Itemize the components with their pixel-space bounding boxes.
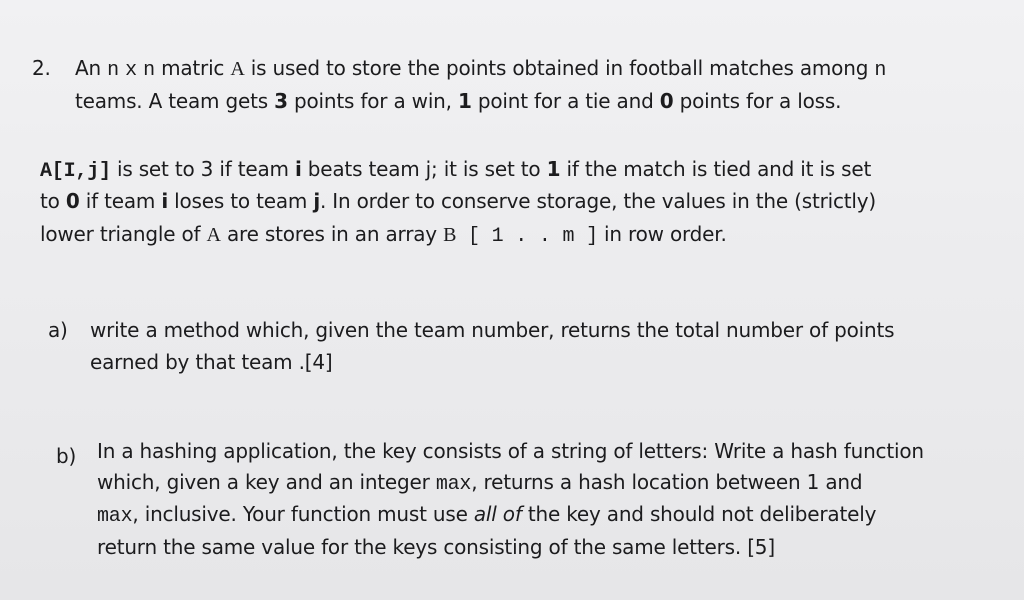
rule-line-1: [40, 157, 871, 184]
question-number: 2.: [32, 56, 51, 80]
rule-text: in row order.: [597, 222, 727, 246]
matrix-expression: A[I,j]: [40, 160, 111, 183]
rule-text: are stores in an array: [220, 222, 444, 246]
part-b-text: , returns a hash location between 1 and: [471, 470, 863, 494]
emphasis-all-of: all of: [473, 502, 522, 526]
intro-text: is used to store the points obtained in football matches among: [244, 56, 875, 80]
part-a-line-1: write a method which, given the team number, returns the total number of points: [90, 318, 895, 342]
var-max: max: [435, 473, 472, 496]
intro-line-1: [75, 56, 886, 83]
intro-line-2: [75, 89, 841, 113]
rule-text: is set to 3 if team: [110, 157, 295, 181]
points-win: 3: [274, 89, 288, 113]
var-n: n: [143, 59, 155, 82]
part-b-text: , inclusive. Your function must use: [132, 502, 474, 526]
points-loss: 0: [659, 89, 674, 113]
rule-text: loses to team: [167, 189, 314, 213]
part-b-line-1: In a hashing application, the key consists of a string of letters: Write a hash function: [97, 439, 924, 463]
intro-text: An: [75, 56, 108, 80]
rule-text: if the match is tied and it is set: [560, 157, 872, 181]
var-A: A: [206, 224, 221, 246]
rule-line-2: [40, 189, 876, 213]
var-x: x: [125, 59, 137, 82]
var-j: j: [313, 189, 320, 213]
value-tie: 1: [546, 157, 561, 181]
var-i: i: [294, 157, 302, 181]
var-i: i: [161, 189, 168, 213]
rule-text: beats team j; it is set to: [301, 157, 547, 181]
var-n: n: [874, 59, 887, 82]
intro-text: matric: [154, 56, 231, 80]
intro-text: point for a tie and: [471, 89, 660, 113]
part-b-line-2: [97, 470, 862, 497]
var-A: A: [230, 58, 245, 80]
intro-text: points for a win,: [287, 89, 458, 113]
var-max: max: [97, 505, 133, 528]
points-tie: 1: [457, 89, 472, 113]
part-a-label: a): [48, 318, 68, 342]
rule-text: if team: [79, 189, 162, 213]
rule-text: lower triangle of: [40, 222, 207, 246]
part-a-line-2: earned by that team .[4]: [90, 350, 333, 374]
array-range: [ 1 . . m ]: [456, 225, 598, 248]
rule-text: to: [40, 189, 66, 213]
intro-text: points for a loss.: [673, 89, 842, 113]
part-b-text: which, given a key and an integer: [97, 470, 436, 494]
part-b-label: b): [56, 444, 77, 468]
rule-text: . In order to conserve storage, the values in the (strictly): [319, 189, 877, 213]
part-b-line-4: return the same value for the keys consisting of the same letters. [5]: [97, 535, 775, 559]
var-n: n: [107, 59, 119, 82]
part-b-text: the key and should not deliberately: [521, 502, 877, 526]
value-loss: 0: [65, 189, 80, 213]
part-b-line-3: [97, 502, 876, 529]
rule-line-3: [40, 222, 727, 249]
var-B: B: [443, 224, 457, 246]
intro-text: teams. A team gets: [75, 89, 275, 113]
